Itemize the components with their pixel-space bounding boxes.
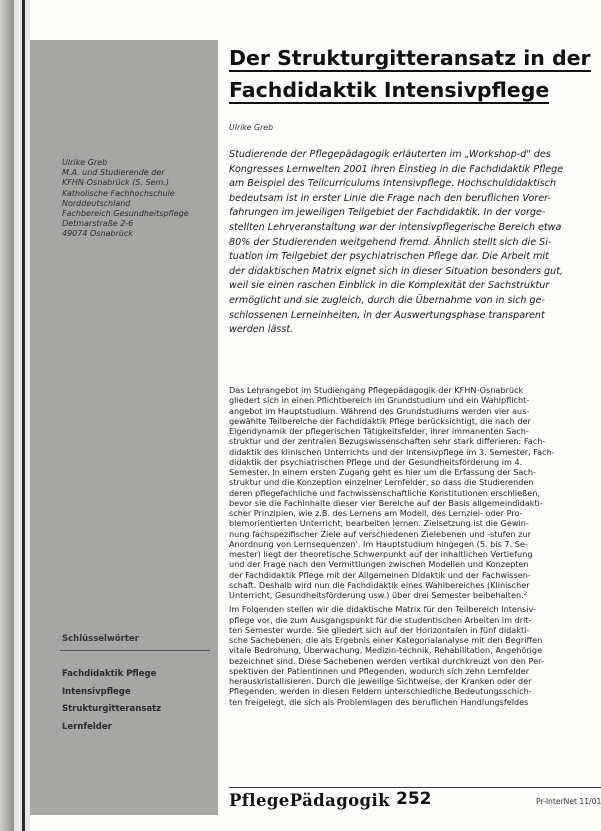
journal-issue: Pr-InterNet 11/01: [536, 797, 601, 806]
author-info-line: KFHN-Osnabrück (5. Sem.): [62, 178, 169, 188]
body-line: schaft. Deshalb wird nun die Fachdidaktik eines Wahlbereiches (Klinischer: [229, 579, 530, 590]
lead-line: fahrungen im jeweiligen Teilgebiet der Fachdidaktik. In der vorge-: [229, 207, 546, 219]
spine-line: [22, 0, 25, 831]
article-title: [229, 46, 601, 110]
title-line: Fachdidaktik Intensivpflege: [229, 78, 550, 102]
body-line: bevor sie die Fachinhalte dieser vier Bereiche auf der Basis allgemeindidakti-: [229, 497, 543, 508]
article-lead: [229, 148, 601, 338]
body-line: nung fachspezifischer Ziele auf verschiedenen Zielebenen und -stufen zur: [229, 528, 531, 539]
lead-line: stellten Lehrveranstaltung war der intensivpflegerische Bereich etwa: [229, 221, 562, 233]
book-binding: [0, 0, 14, 831]
keyword-item: Lernfelder: [62, 721, 112, 732]
lead-line: schlossenen Lerneinheiten, in der Auswertungsphase transparent: [229, 309, 545, 321]
body-line: vitale Bedrohung, Überwachung, Medizin-technik, Rehabilitation, Angehörige: [229, 645, 543, 656]
lead-line: weil sie einen raschen Einblick in die Komplexität der Sachstruktur: [229, 280, 550, 292]
author-info-line: M.A. und Studierende der: [62, 168, 165, 178]
lead-line: ermöglicht und sie zugleich, durch die Übernahme von in sich ge-: [229, 294, 545, 306]
lead-line: am Beispiel des Teilcurriculums Intensivpflege. Hochschuldidaktisch: [229, 178, 557, 190]
body-line: Das Lehrangebot im Studiengang Pflegepädagogik der KFHN-Osnabrück: [229, 385, 524, 395]
body-line: ten Semester wurde. Sie gliedert sich auf der Horizontalen in fünf didakti-: [229, 624, 530, 635]
title-line: Der Strukturgitteransatz in der: [229, 46, 591, 70]
lead-line: tuation im Teilgebiet der psychiatrischen Pflege dar. Die Arbeit mit: [229, 251, 549, 263]
author-info-line: Katholische Fachhochschule: [62, 188, 175, 198]
author-info-line: Detmarstraße 2-6: [62, 219, 134, 229]
body-line: sche Sachebenen, die als Ergebnis einer Kategorialanalyse mit den Begriffen: [229, 635, 543, 645]
body-line: struktur und der zentralen Bezugswissenschaften sehr stark differieren: Fach-: [229, 436, 546, 447]
article-body: [229, 385, 601, 707]
keywords-list: [62, 666, 212, 736]
keywords-title: Schlüsselwörter: [62, 634, 139, 644]
lead-line: Kongresses Lernwelten 2001 ihren Einstieg in die Fachdidaktik Pflege: [229, 163, 564, 175]
body-line: deren pflegefachliche und fachwissenschaftliche Konstitutionen erschließen,: [229, 487, 541, 498]
keywords-divider: [60, 650, 210, 651]
lead-line: werden lässt.: [229, 324, 294, 336]
body-line: Unterricht, Gesundheitsförderung usw.) über drei Semester beibehalten.²: [229, 590, 527, 600]
body-line: blemorientierten Unterricht, bearbeiten lernen. Zielsetzung ist die Gewin-: [229, 518, 529, 529]
lead-line: der didaktischen Matrix eignet sich in dieser Situation besonders gut,: [229, 265, 564, 277]
body-line: bezeichnet sind. Diese Sachebenen werden vertikal durchkreuzt von den Per-: [229, 655, 544, 666]
keyword-item: Fachdidaktik Pflege: [62, 669, 157, 679]
author-info-line: Norddeutschland: [62, 198, 131, 208]
keyword-item: Intensivpflege: [62, 686, 131, 697]
author-info-line: 49074 Osnabrück: [62, 229, 133, 239]
body-line: scher Prinzipien, wie z.B. des Lernens am Modell, des Lernziel- oder Pro-: [229, 508, 523, 518]
body-line: angebot im Hauptstudium. Während des Grundstudiums werden vier aus-: [229, 405, 530, 416]
lead-line: 80% der Studierenden weitgehend fremd. Ähnlich stellt sich die Si-: [229, 236, 552, 248]
lead-line: Studierende der Pflegepädagogik erläuterten im „Workshop-d" des: [229, 149, 551, 160]
body-line: spektiven der Patientinnen und Pflegenden, wodurch sich zehn Lernfelder: [229, 665, 530, 676]
body-line: Im Folgenden stellen wir die didaktische Matrix für den Teilbereich Intensiv-: [229, 604, 537, 615]
author-info-line: Fachbereich Gesundheitspflege: [62, 209, 189, 219]
body-line: didaktik des klinischen Unterrichts und der Intensivpflege im 3. Semester, Fach-: [229, 446, 555, 457]
body-line: pflege vor, die zum Ausgangspunkt für die studentischen Arbeiten im drit-: [229, 614, 532, 625]
body-line: Eigendynamik der pflegerischen Tätigkeitsfelder, ihrer immanenten Sach-: [229, 426, 529, 436]
footer-divider: [229, 787, 601, 788]
author-info: [62, 158, 212, 240]
body-line: Pflegenden, werden in diesen Feldern unterschiedliche Bedeutungsschich-: [229, 686, 532, 697]
body-line: und der Frage nach den Vermittlungen zwischen Modellen und Konzepten: [229, 559, 529, 570]
body-line: didaktik der psychiatrischen Pflege und der Gesundheitsförderung im 4.: [229, 456, 523, 467]
body-line: Anordnung von Lernsequenzen'. Im Hauptstudium hingegen (5. bis 7. Se-: [229, 538, 528, 549]
journal-brand: PflegePädagogik: [229, 791, 390, 810]
author-info-line: Ulrike Greb: [62, 158, 108, 167]
page-number: 252: [396, 789, 432, 809]
body-line: gliedert sich in einen Pflichtbereich im Grundstudium und ein Wahlpflicht-: [229, 395, 530, 406]
body-line: mester) liegt der theoretische Schwerpunkt auf der inhaltlichen Vertiefung: [229, 549, 533, 559]
body-line: der Fachdidaktik Pflege mit der Allgemeinen Didaktik und der Fachwissen-: [229, 569, 531, 580]
lead-line: bedeutsam ist in erster Linie die Frage nach den beruflichen Vorer-: [229, 192, 552, 204]
body-line: gewählte Teilbereiche der Fachdidaktik Pflege berücksichtigt, die nach der: [229, 415, 531, 426]
body-line: Semester. In einem ersten Zugang geht es hier um die Erfassung der Sach-: [229, 467, 536, 477]
keyword-item: Strukturgitteransatz: [62, 704, 162, 714]
body-line: struktur und die Konzeption einzelner Lernfelder, so dass die Studierenden: [229, 477, 534, 488]
body-line: herauskristallisieren. Durch die jeweilige Sichtweise, der Kranken oder der: [229, 676, 532, 686]
article-author: Ulrike Greb: [229, 123, 274, 132]
body-line: ten freigelegt, die sich als Problemlagen des beruflichen Handlungsfeldes: [229, 696, 529, 707]
